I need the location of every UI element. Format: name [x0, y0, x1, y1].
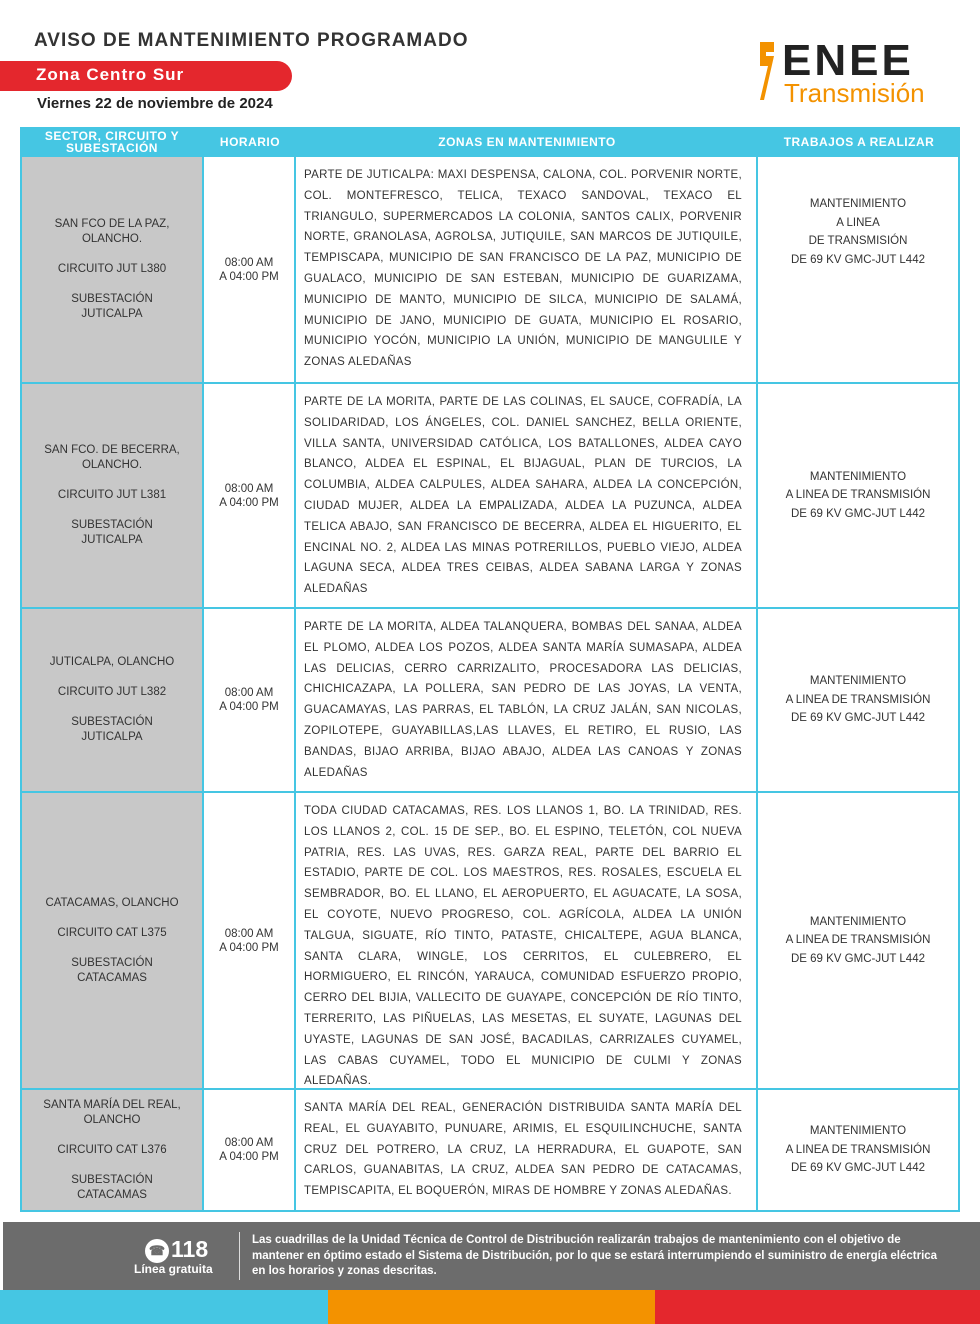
- time-start: 08:00 AM: [224, 482, 274, 495]
- zones-cell: SANTA MARÍA DEL REAL, GENERACIÓN DISTRIBUIDA SANTA MARÍA DEL REAL, EL GUAYABITO, PUNUARE, ARIMIS, EL ESQUILINCHUCHE, SANTA CRUZ DEL POTRERO, LA CRUZ, LA HERRADURA, EL GUAPOTE, SAN CARLOS, GUANABITAS, LA CRUZ, ALDEA SAN PEDRO DE CATACAMAS, TEMPISCAPITA, EL BOQUERÓN, MIRAS DE HOMBRE Y ZONAS ALEDAÑAS.: [296, 1090, 758, 1210]
- work-line: MANTENIMIENTO: [809, 675, 907, 688]
- work-cell: [758, 793, 958, 1088]
- substation-label: SUBESTACIÓN: [71, 1173, 153, 1186]
- stripe-red: [655, 1290, 980, 1324]
- work-line: A LINEA: [836, 216, 880, 229]
- time-end: A 04:00 PM: [219, 496, 279, 509]
- sector-cell: [22, 1090, 204, 1210]
- work-line: A LINEA DE TRANSMISIÓN: [785, 934, 931, 947]
- work-line: DE 69 KV GMC-JUT L442: [790, 1162, 925, 1175]
- zones-cell: PARTE DE LA MORITA, ALDEA TALANQUERA, BOMBAS DEL SANAA, ALDEA EL PLOMO, ALDEA LOS POZOS, ALDEA SANTA MARÍA SUMASAPA, ALDEA LAS DELICIAS, CERRO CARRIZALITO, PROCESADORA LAS DELICIAS, CHICHICAZAPA, LA POLLERA, SAN PEDRO DE LAS JOYAS, LA VENTA, GUACAMAYAS, LAS PARRAS, EL TABLÓN, LA CRUZ JALÁN, SAN NICOLAS, ZOPILOTEPE, GUAYABILLAS,LAS LLAVES, EL RETIRO, EL RUSIO, LAS BANDAS, BIJAO ARRIBA, BIJAO ABAJO, ALDEA LAS CANOAS Y ZONAS ALEDAÑAS: [296, 609, 758, 791]
- time-end: A 04:00 PM: [219, 1151, 279, 1163]
- time-start: 08:00 AM: [224, 1137, 274, 1149]
- circuit-name: CIRCUITO CAT L375: [57, 926, 167, 939]
- work-line: MANTENIMIENTO: [809, 1125, 907, 1138]
- header-zones: ZONAS EN MANTENIMIENTO: [438, 135, 616, 149]
- sector-cell: [22, 609, 204, 791]
- footer-banner: [3, 1222, 980, 1290]
- work-line: A LINEA DE TRANSMISIÓN: [785, 489, 931, 502]
- sector-cell: [22, 384, 204, 607]
- substation-name: JUTICALPA: [81, 534, 143, 546]
- work-line: MANTENIMIENTO: [809, 915, 907, 928]
- work-cell: [758, 384, 958, 607]
- table-row: [20, 1090, 960, 1212]
- substation-label: SUBESTACIÓN: [71, 519, 153, 531]
- sector-name: SANTA MARÍA DEL REAL, OLANCHO: [43, 1098, 181, 1126]
- work-line: DE TRANSMISIÓN: [808, 235, 908, 247]
- maintenance-table: [20, 127, 960, 1212]
- substation-name: JUTICALPA: [81, 308, 143, 320]
- circuit-name: CIRCUITO CAT L376: [57, 1143, 167, 1156]
- sector-cell: [22, 157, 204, 382]
- zone-banner: [0, 61, 292, 91]
- zones-cell: PARTE DE JUTICALPA: MAXI DESPENSA, CALONA, COL. PORVENIR NORTE, COL. MONTEFRESCO, TELICA, TEXACO SANDOVAL, TEXACO EL TRIANGULO, SUPERMERCADOS LA COLONIA, SANTOS CALIX, PORVENIR NORTE, GRANOLASA, AGROLSA, JUTIQUILE, SAN MARCOS DE JUTIQUILE, TEMPISCAPA, MUNICIPIO DE SAN FRANCISCO DE LA PAZ, MUNICIPIO DE GUALACO, MUNICIPIO DE SAN ESTEBAN, MUNICIPIO DE GUARIZAMA, MUNICIPIO DE MANTO, MUNICIPIO DE SILCA, MUNICIPIO DE SALAMÁ, MUNICIPIO DE JANO, MUNICIPIO DE GUATA, MUNICIPIO EL ROSARIO, MUNICIPIO YOCÓN, MUNICIPIO LA UNIÓN, MUNICIPIO DE MANGULILE Y ZONAS ALEDAÑAS: [296, 157, 758, 382]
- substation-label: SUBESTACIÓN: [71, 956, 153, 969]
- header-schedule: HORARIO: [219, 135, 281, 149]
- time-end: A 04:00 PM: [219, 941, 279, 954]
- schedule-cell: [204, 609, 296, 791]
- zone-label: Zona Centro Sur: [36, 65, 185, 84]
- sector-name: SAN FCO DE LA PAZ, OLANCHO.: [54, 218, 170, 245]
- table-row: [20, 609, 960, 793]
- schedule-cell: [204, 157, 296, 382]
- circuit-name: CIRCUITO JUT L381: [57, 489, 167, 501]
- sector-name: JUTICALPA, OLANCHO: [49, 656, 175, 668]
- sector-name: SAN FCO. DE BECERRA, OLANCHO.: [44, 444, 180, 471]
- logo-name: ENEE: [782, 36, 914, 85]
- phone-number[interactable]: 118: [171, 1236, 209, 1262]
- footer-divider: [239, 1232, 240, 1280]
- substation-name: CATACAMAS: [77, 1188, 147, 1201]
- zones-cell: TODA CIUDAD CATACAMAS, RES. LOS LLANOS 1, BO. LA TRINIDAD, RES. LOS LLANOS 2, COL. 15 DE SEP., BO. EL ESPINO, TELETÓN, COL NUEVA PATRIA, RES. LAS UVAS, RES. GARZA REAL, PARTE DEL BARRIO EL ESTADIO, PARTE DE COL. LOS MAESTROS, RES. ROSALES, ESCUELA EL SEMBRADOR, BO. EL LLANO, EL AEROPUERTO, EL AGUACATE, LA SOSA, EL COYOTE, NUEVO PROGRESO, COL. AGRÍCOLA, ALDEA LA UNIÓN TALGUA, SIGUATE, RÍO TINTO, PATASTE, CHICALTEPE, AGUA BLANCA, SANTA CLARA, WINGLE, LOS CERRITOS, EL CULEBRERO, EL HORMIGUERO, EL RINCÓN, YARAUCA, COMUNIDAD ESFUERZO PROPIO, CERRO DEL BIJIA, VALLECITO DE GUAYAPE, CONCEPCIÓN DE RÍO TINTO, TERRERITO, LAS PIÑUELAS, LAS MESETAS, EL SUYATE, LAGUNAS DEL UYASTE, LAGUNAS DE SAN JOSÉ, BACADILAS, CARRIZALES CUYAMEL, LAS CABAS CUYAMEL, TODO EL MUNICIPIO DE CULMI Y ZONAS ALEDAÑAS.: [296, 793, 758, 1088]
- time-start: 08:00 AM: [224, 927, 274, 940]
- work-line: MANTENIMIENTO: [809, 198, 907, 210]
- schedule-cell: [204, 384, 296, 607]
- substation-label: SUBESTACIÓN: [71, 716, 153, 728]
- sector-cell: [22, 793, 204, 1088]
- work-line: DE 69 KV GMC-JUT L442: [790, 507, 925, 520]
- footer-notice: Las cuadrillas de la Unidad Técnica de Control de Distribución realizarán trabajos de mantenimiento con el objetivo de mantener en óptimo estado el Sistema de Distribución, por lo que se estará interrumpiendo el suministro de energía eléctrica en los horarios y zonas descritas.: [252, 1234, 938, 1277]
- work-cell: [758, 1090, 958, 1210]
- schedule-cell: [204, 1090, 296, 1210]
- sector-name: CATACAMAS, OLANCHO: [45, 896, 179, 909]
- work-line: A LINEA DE TRANSMISIÓN: [785, 1143, 931, 1156]
- notice-date: Viernes 22 de noviembre de 2024: [37, 95, 273, 112]
- work-line: DE 69 KV GMC-JUT L442: [790, 712, 925, 725]
- circuit-name: CIRCUITO JUT L380: [57, 263, 167, 275]
- page-title: AVISO DE MANTENIMIENTO PROGRAMADO: [34, 30, 469, 51]
- phone-icon: ☎: [145, 1239, 169, 1263]
- work-line: DE 69 KV GMC-JUT L442: [790, 253, 925, 266]
- header-works: TRABAJOS A REALIZAR: [783, 135, 935, 149]
- work-cell: [758, 157, 958, 382]
- time-start: 08:00 AM: [224, 256, 274, 269]
- phone-label: Línea gratuita: [134, 1262, 213, 1276]
- work-line: DE 69 KV GMC-JUT L442: [790, 952, 925, 965]
- work-line: MANTENIMIENTO: [809, 470, 907, 483]
- zones-cell: PARTE DE LA MORITA, PARTE DE LAS COLINAS, EL SAUCE, COFRADÍA, LA SOLIDARIDAD, LOS ÁNGELES, COL. DANIEL SANCHEZ, BELLA ORIENTE, VILLA SANTA, UNIVERSIDAD CATÓLICA, LOS BATALLONES, ALDEA CAYO BLANCO, ALDEA EL ESPINAL, EL BIJAGUAL, PLAN DE TURCIOS, LA COLUMBIA, ALDEA CALPULES, ALDEA SAHARA, ALDEA LA CONCEPCIÓN, CIUDAD MUJER, ALDEA LA EMPALIZADA, ALDEA LA PUZUNCA, ALDEA TELICA ABAJO, SAN FRANCISCO DE BECERRA, ALDEA EL HIGUERITO, EL ENCINAL NO. 2, ALDEA LAS MINAS POTRERILLOS, PUEBLO VIEJO, ALDEA LAGUNA SECA, ALDEA TRES CEIBAS, ALDEA SABANA LARGA Y ZONAS ALEDAÑAS: [296, 384, 758, 607]
- substation-label: SUBESTACIÓN: [71, 293, 153, 305]
- enee-logo-mark-icon: [758, 42, 778, 100]
- table-row: [20, 157, 960, 384]
- enee-logo: [756, 36, 956, 108]
- table-row: [20, 384, 960, 609]
- time-end: A 04:00 PM: [219, 701, 279, 713]
- table-header: [20, 127, 960, 157]
- time-start: 08:00 AM: [224, 687, 274, 699]
- stripe-orange: [328, 1290, 655, 1324]
- substation-name: CATACAMAS: [77, 971, 147, 984]
- circuit-name: CIRCUITO JUT L382: [57, 686, 167, 698]
- logo-subtitle: Transmisión: [784, 78, 925, 108]
- work-cell: [758, 609, 958, 791]
- time-end: A 04:00 PM: [219, 270, 279, 283]
- substation-name: JUTICALPA: [81, 731, 143, 743]
- stripe-blue: [0, 1290, 328, 1324]
- table-row: [20, 793, 960, 1090]
- schedule-cell: [204, 793, 296, 1088]
- work-line: A LINEA DE TRANSMISIÓN: [785, 693, 931, 706]
- header-sector: SECTOR, CIRCUITO Y SUBESTACIÓN: [44, 129, 180, 155]
